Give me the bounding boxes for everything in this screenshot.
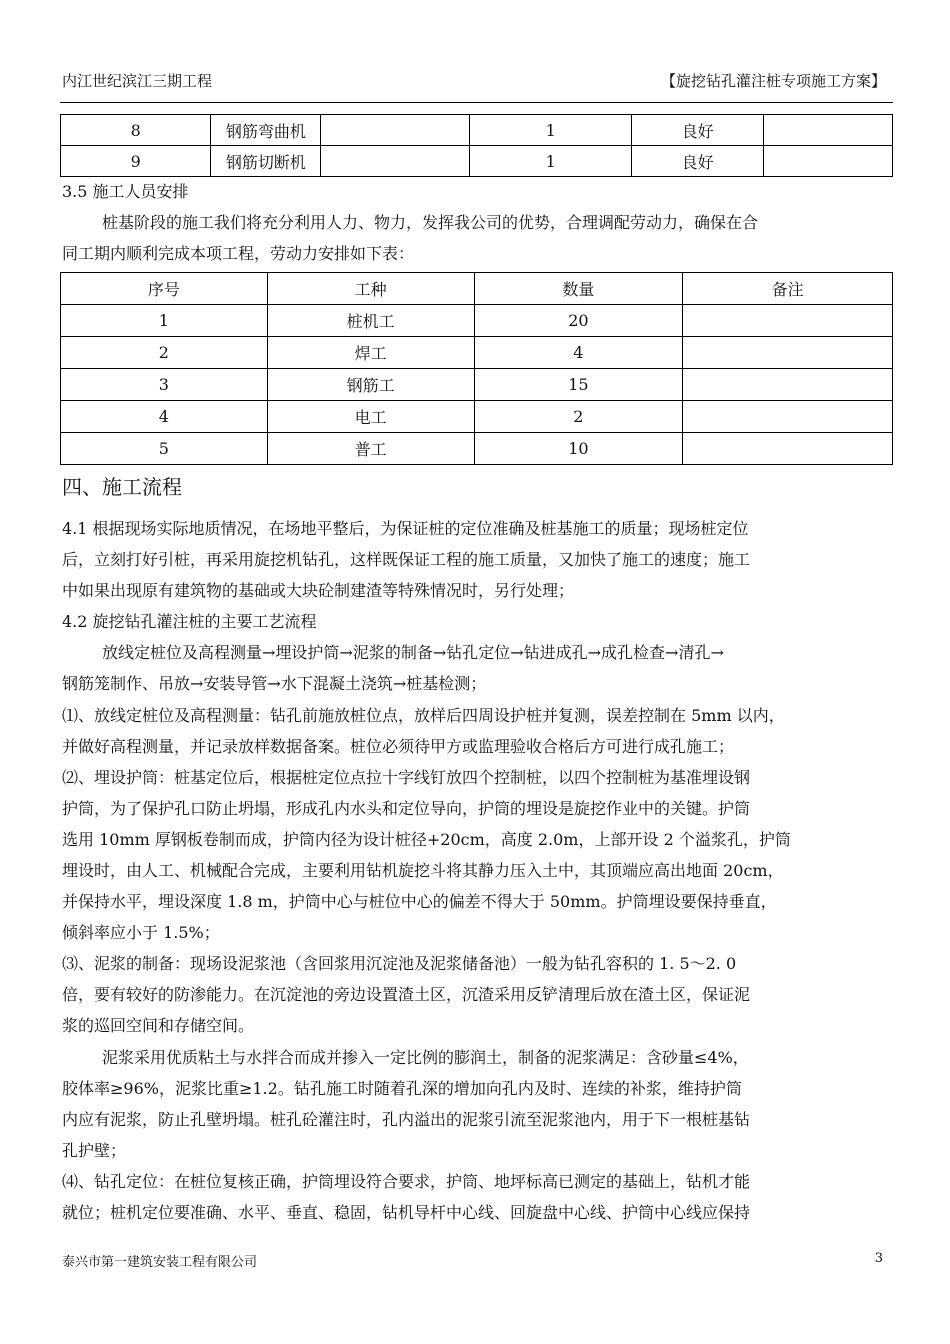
labor-qty: 4 bbox=[474, 337, 683, 369]
mud-para-line: 内应有泥浆，防止孔壁坍塌。桩孔砼灌注时，孔内溢出的泥浆引流至泥浆池内，用于下一根桩基钻 bbox=[62, 1110, 751, 1129]
labor-no: 3 bbox=[61, 369, 268, 401]
page-number: 3 bbox=[874, 1251, 883, 1266]
section-3-5-para-line: 桩基阶段的施工我们将充分利用人力、物力，发挥我公司的优势，合理调配劳动力，确保在合 bbox=[102, 213, 759, 232]
labor-note bbox=[683, 369, 893, 401]
item-4-line: ⑷、钻孔定位：在桩位复核正确，护筒埋设符合要求，护筒、地坪标高已测定的基础上，钻机才能 bbox=[62, 1172, 751, 1191]
equip-name: 钢筋弯曲机 bbox=[211, 115, 321, 146]
section-3-5-title: 3.5 施工人员安排 bbox=[62, 182, 189, 201]
col-header-note: 备注 bbox=[683, 273, 893, 305]
item-1-line: ⑴、放线定桩位及高程测量：钻孔前施放桩位点，放样后四周设护桩并复测，误差控制在 5mm 以内， bbox=[62, 706, 785, 725]
para-4-1-line: 4.1 根据现场实际地质情况，在场地平整后，为保证桩的定位准确及桩基施工的质量；现场桩定位 bbox=[62, 519, 749, 538]
item-2-line: 护筒，为了保护孔口防止坍塌，形成孔内水头和定位导向，护筒的埋设是旋挖作业中的关键。护筒 bbox=[62, 799, 751, 818]
header-project-name: 内江世纪滨江三期工程 bbox=[62, 72, 213, 90]
flow-line: 放线定桩位及高程测量→埋设护筒→泥浆的制备→钻孔定位→钻进成孔→成孔检查→清孔→ bbox=[102, 643, 724, 662]
item-3-line: 倍，要有较好的防渗能力。在沉淀池的旁边设置渣土区，沉渣采用反铲清理后放在渣土区，保证泥 bbox=[62, 985, 751, 1004]
col-header-qty: 数量 bbox=[474, 273, 683, 305]
table-row bbox=[61, 401, 893, 433]
labor-type: 焊工 bbox=[267, 337, 474, 369]
mud-para-line: 泥浆采用优质粘土与水拌合而成并掺入一定比例的膨润土，制备的泥浆满足：含砂量≤4%， bbox=[102, 1048, 749, 1067]
equip-state: 良好 bbox=[632, 146, 763, 177]
equip-no: 8 bbox=[61, 115, 211, 146]
section-4-title: 四、施工流程 bbox=[62, 475, 182, 499]
item-2-line: 并保持水平，埋设深度 1.8 m，护筒中心与桩位中心的偏差不得大于 50mm。护筒埋设要保持垂直， bbox=[62, 892, 777, 911]
footer-company: 泰兴市第一建筑安装工程有限公司 bbox=[62, 1255, 258, 1270]
equip-no: 9 bbox=[61, 146, 211, 177]
equip-state: 良好 bbox=[632, 115, 763, 146]
col-header-type: 工种 bbox=[267, 273, 474, 305]
labor-type: 桩机工 bbox=[267, 305, 474, 337]
labor-no: 1 bbox=[61, 305, 268, 337]
mud-para-line: 胶体率≥96%，泥浆比重≥1.2。钻孔施工时随着孔深的增加向孔内及时、连续的补浆，维持护筒 bbox=[62, 1079, 742, 1098]
table-row bbox=[61, 305, 893, 337]
labor-note bbox=[683, 433, 893, 465]
labor-qty: 15 bbox=[474, 369, 683, 401]
labor-note bbox=[683, 401, 893, 433]
item-2-line: ⑵、埋设护筒：桩基定位后，根据桩定位点拉十字线钉放四个控制桩，以四个控制桩为基准埋设钢 bbox=[62, 768, 751, 787]
item-3-line: ⑶、泥浆的制备：现场设泥浆池（含回浆用沉淀池及泥浆储备池）一般为钻孔容积的 1. 5～2. 0 bbox=[62, 954, 737, 973]
table-row bbox=[61, 337, 893, 369]
header-divider bbox=[60, 102, 893, 103]
section-3-5-para-line: 同工期内顺利完成本项工程，劳动力安排如下表： bbox=[62, 244, 415, 263]
table-row bbox=[61, 115, 893, 146]
item-1-line: 并做好高程测量，并记录放样数据备案。桩位必须待甲方或监理验收合格后方可进行成孔施工； bbox=[62, 737, 735, 756]
equip-spec bbox=[321, 115, 470, 146]
labor-qty: 2 bbox=[474, 401, 683, 433]
equipment-table bbox=[60, 114, 893, 177]
item-3-line: 浆的巡回空间和存储空间。 bbox=[62, 1016, 255, 1035]
header-document-title: 【旋挖钻孔灌注桩专项施工方案】 bbox=[660, 72, 886, 90]
labor-no: 5 bbox=[61, 433, 268, 465]
table-row bbox=[61, 146, 893, 177]
equip-note bbox=[763, 115, 892, 146]
labor-note bbox=[683, 337, 893, 369]
table-row bbox=[61, 433, 893, 465]
item-2-line: 埋设时，由人工、机械配合完成，主要利用钻机旋挖斗将其静力压入土中，其顶端应高出地面 20cm， bbox=[62, 861, 784, 880]
labor-no: 2 bbox=[61, 337, 268, 369]
equip-note bbox=[763, 146, 892, 177]
equip-qty: 1 bbox=[470, 115, 632, 146]
table-header-row bbox=[61, 273, 893, 305]
labor-qty: 20 bbox=[474, 305, 683, 337]
para-4-1-line: 中如果出现原有建筑物的基础或大块砼制建渣等特殊情况时，另行处理； bbox=[62, 581, 575, 600]
para-4-1-line: 后，立刻打好引桩，再采用旋挖机钻孔，这样既保证工程的施工质量，又加快了施工的速度；施工 bbox=[62, 550, 751, 569]
item-4-line: 就位；桩机定位要准确、水平、垂直、稳固，钻机导杆中心线、回旋盘中心线、护筒中心线应保持 bbox=[62, 1203, 751, 1222]
section-4-2-title: 4.2 旋挖钻孔灌注桩的主要工艺流程 bbox=[62, 612, 317, 631]
equip-name: 钢筋切断机 bbox=[211, 146, 321, 177]
mud-para-line: 孔护壁； bbox=[62, 1141, 127, 1160]
col-header-no: 序号 bbox=[61, 273, 268, 305]
labor-type: 钢筋工 bbox=[267, 369, 474, 401]
labor-no: 4 bbox=[61, 401, 268, 433]
labor-table bbox=[60, 272, 893, 465]
table-row bbox=[61, 369, 893, 401]
labor-note bbox=[683, 305, 893, 337]
equip-qty: 1 bbox=[470, 146, 632, 177]
item-2-line: 倾斜率应小于 1.5%； bbox=[62, 923, 220, 942]
labor-type: 电工 bbox=[267, 401, 474, 433]
flow-line: 钢筋笼制作、吊放→安装导管→水下混凝土浇筑→桩基检测； bbox=[62, 674, 487, 693]
item-2-line: 选用 10mm 厚钢板卷制而成，护筒内径为设计桩径+20cm，高度 2.0m，上部开设 2 个溢浆孔，护筒 bbox=[62, 830, 791, 849]
equip-spec bbox=[321, 146, 470, 177]
labor-type: 普工 bbox=[267, 433, 474, 465]
labor-qty: 10 bbox=[474, 433, 683, 465]
